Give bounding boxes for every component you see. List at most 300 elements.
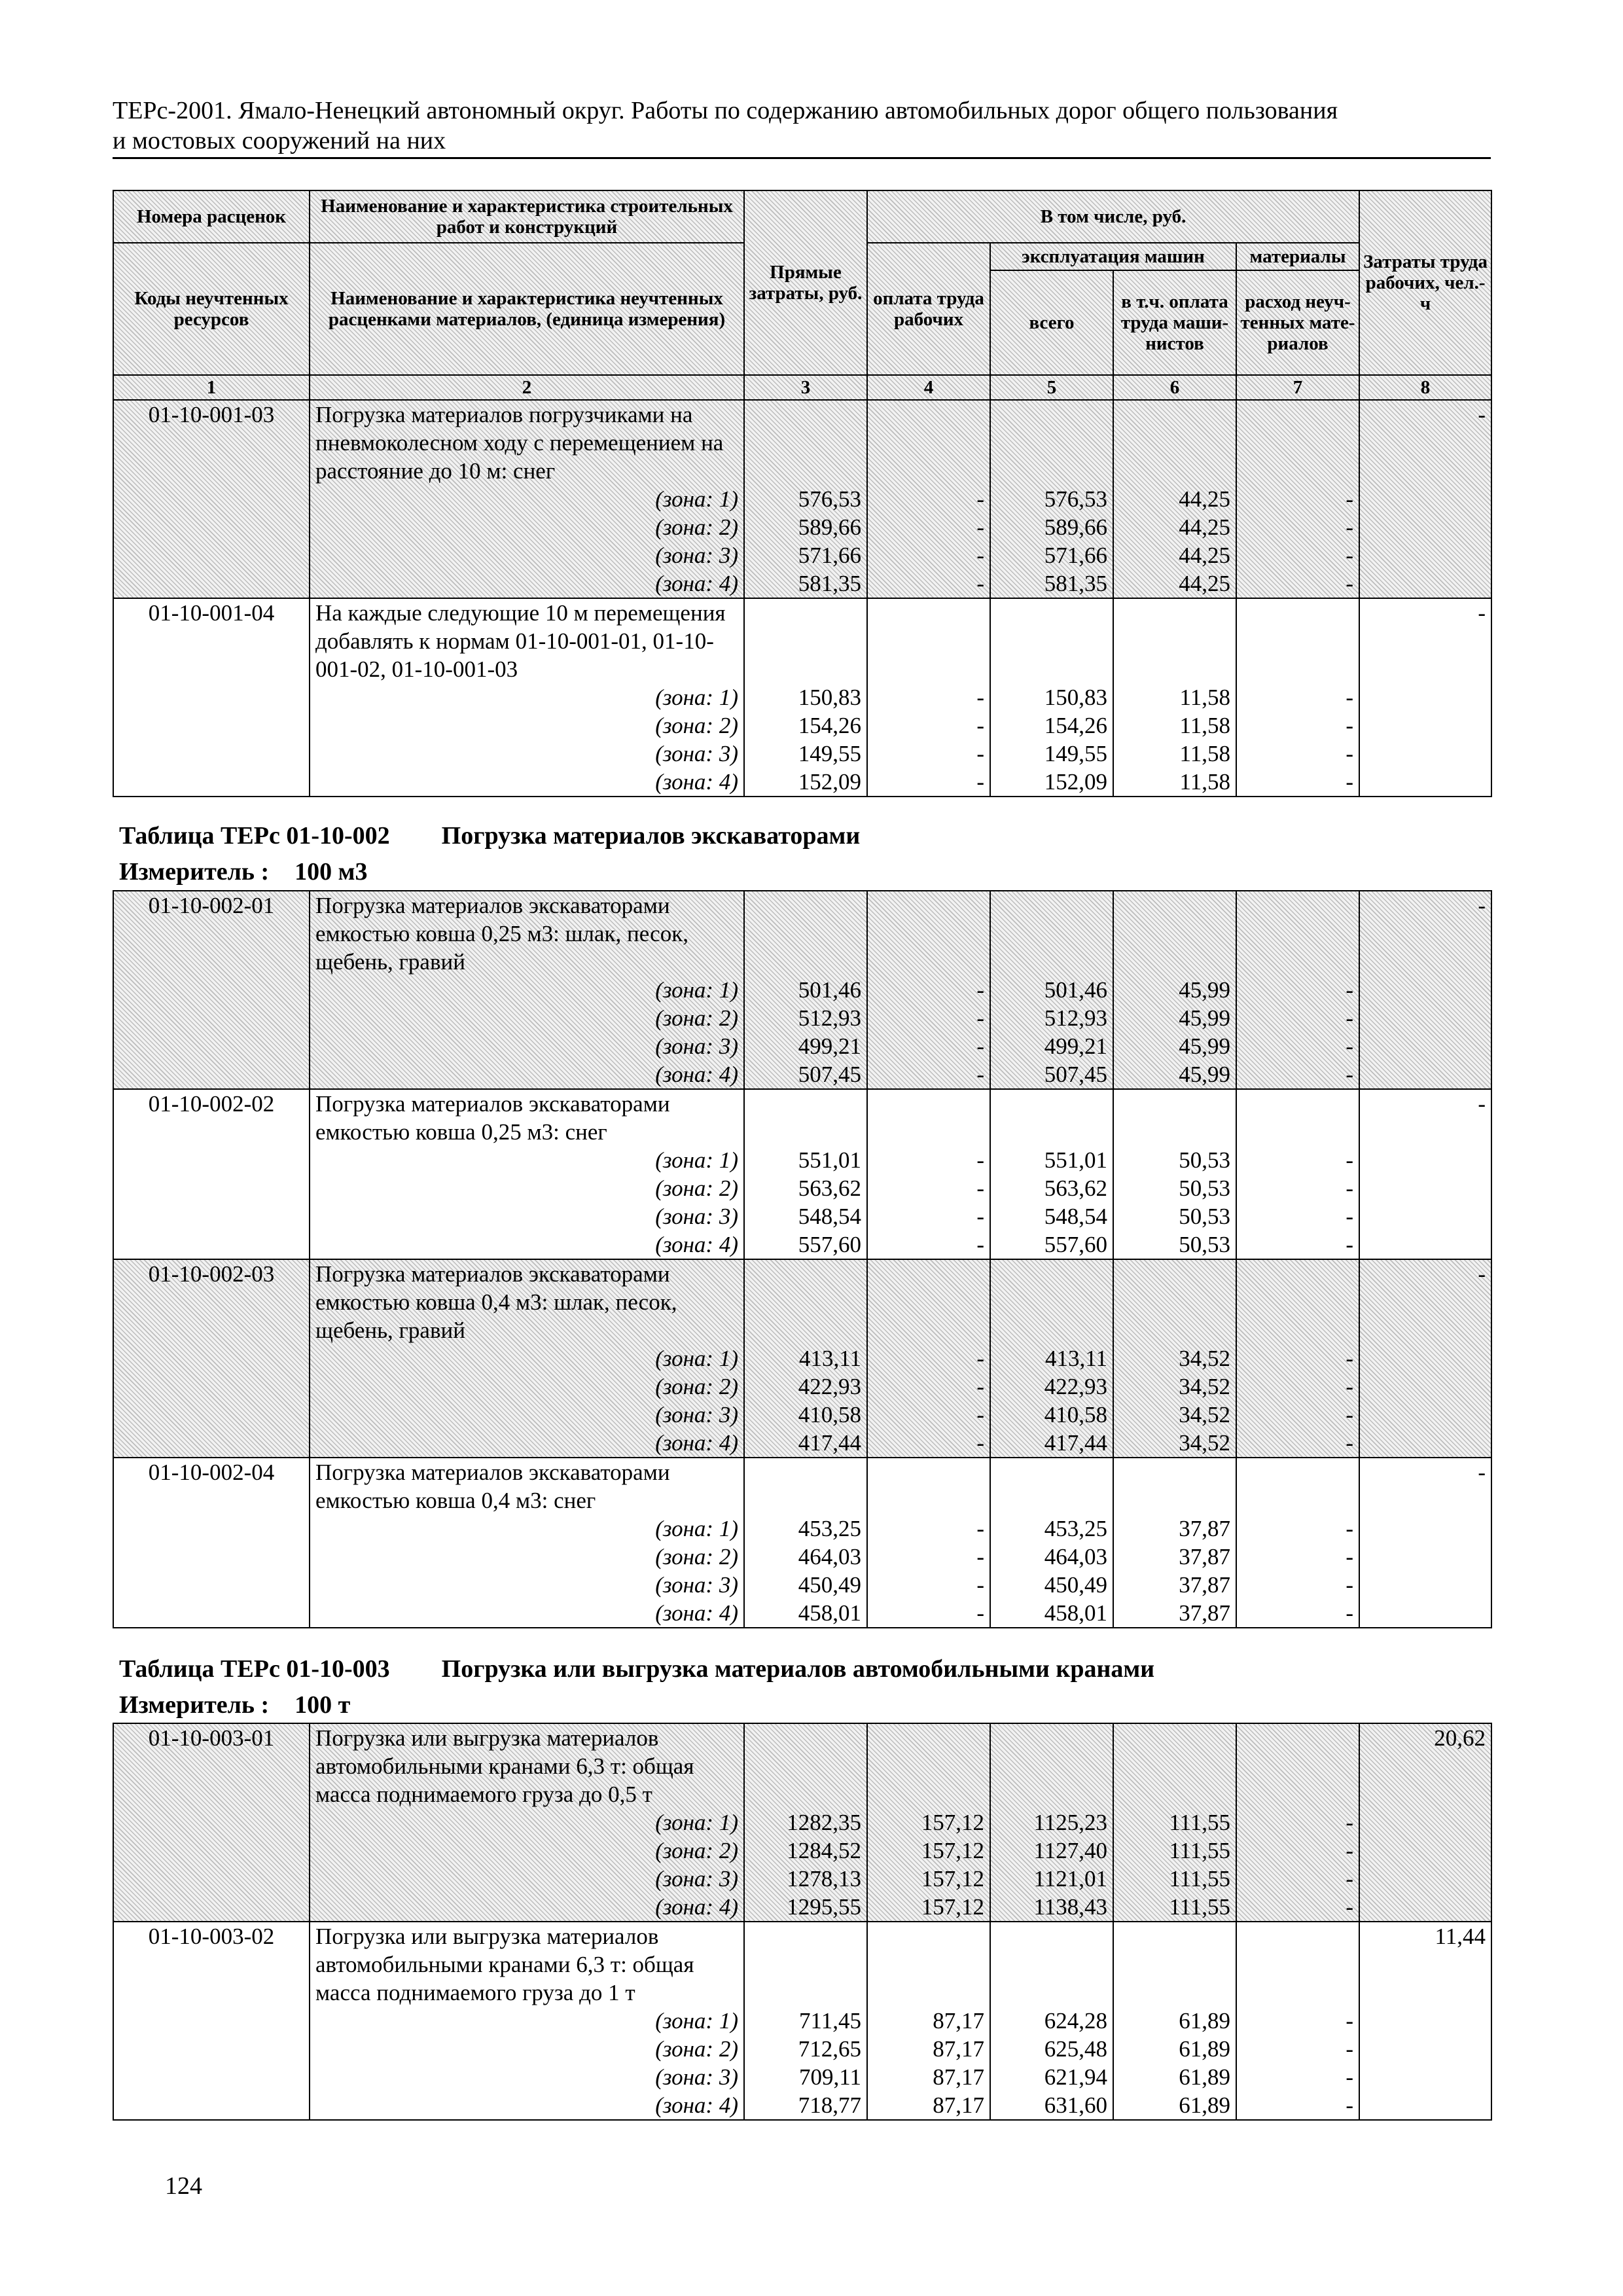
mach-value: 1127,40 (1033, 1838, 1107, 1863)
mat-value: - (1346, 2064, 1353, 2090)
zone-label: (зона: 4) (655, 2092, 738, 2118)
labor-hours-value: - (1359, 1259, 1491, 1458)
machlab-value: 61,89 (1179, 2064, 1230, 2090)
zone-label: (зона: 2) (655, 514, 738, 540)
rate-description-cell (310, 1259, 744, 1458)
rate-description-cell (310, 598, 744, 797)
mach-value: 631,60 (1044, 2092, 1107, 2118)
mach-value: 589,66 (1044, 514, 1107, 540)
zone-label: (зона: 1) (655, 685, 738, 710)
labor-value: 157,12 (921, 1866, 984, 1892)
direct-value: 512,93 (798, 1005, 861, 1031)
mach-value: 507,45 (1044, 1062, 1107, 1087)
mat-value: - (1346, 2092, 1353, 2118)
value-cell-mach (990, 1723, 1113, 1922)
zone-label: (зона: 3) (655, 1033, 738, 1059)
value-cell-direct (744, 1089, 867, 1259)
mat-value: - (1346, 1838, 1353, 1863)
rate-description-cell (310, 1723, 744, 1922)
zone-label: (зона: 3) (655, 741, 738, 766)
machlab-value: 34,52 (1179, 1402, 1230, 1427)
machlab-value: 34,52 (1179, 1374, 1230, 1399)
machlab-value: 44,25 (1179, 486, 1230, 512)
value-cell-labor (867, 400, 990, 598)
machlab-value: 11,58 (1179, 685, 1230, 710)
zone-label: (зона: 2) (655, 1838, 738, 1863)
value-cell-machlab (1113, 891, 1236, 1089)
labor-value: - (976, 1175, 984, 1201)
mat-value: - (1346, 1894, 1353, 1920)
value-cell-machlab (1113, 1922, 1236, 2120)
labor-value: - (976, 486, 984, 512)
direct-value: 501,46 (798, 977, 861, 1003)
labor-hours-value: - (1359, 1458, 1491, 1628)
mach-value: 417,44 (1044, 1430, 1107, 1456)
value-cell-direct (744, 1458, 867, 1628)
mat-value: - (1346, 1033, 1353, 1059)
mach-value: 501,46 (1044, 977, 1107, 1003)
zone-label: (зона: 3) (655, 1866, 738, 1892)
column-number-1: 1 (113, 375, 310, 400)
rate-code: 01-10-002-03 (113, 1259, 310, 1458)
table3-measure-value: 100 т (294, 1691, 351, 1719)
labor-hours-value: - (1359, 891, 1491, 1089)
value-cell-labor (867, 1458, 990, 1628)
table3-title-code: Таблица ТЕРс 01-10-003 (119, 1655, 390, 1683)
direct-value: 413,11 (799, 1346, 861, 1371)
rate-name: Погрузка или выгрузка материалов автомобильными кранами 6,3 т: общая масса поднимаемого груза до 0,5 т (315, 1725, 694, 1807)
value-cell-mach (990, 400, 1113, 598)
mat-value: - (1346, 1810, 1353, 1835)
mach-value: 413,11 (1045, 1346, 1107, 1371)
machlab-value: 11,58 (1179, 741, 1230, 766)
value-cell-labor (867, 1089, 990, 1259)
direct-value: 154,26 (798, 713, 861, 738)
zone-label: (зона: 4) (655, 1062, 738, 1087)
col2-bottom-header: Наименование и характеристика неучтенных расценками материалов, (единица измерения) (310, 243, 744, 375)
machlab-value: 61,89 (1179, 2036, 1230, 2062)
direct-value: 589,66 (798, 514, 861, 540)
table3-measure (119, 1691, 350, 1719)
zone-label: (зона: 4) (655, 1600, 738, 1626)
labor-value: 87,17 (933, 2064, 984, 2090)
value-cell-mach (990, 891, 1113, 1089)
rate-row (113, 1922, 1491, 2120)
zone-label: (зона: 1) (655, 1810, 738, 1835)
col1-bottom-header: Коды неучтенных ресурсов (113, 243, 310, 375)
rate-description-cell (310, 1922, 744, 2120)
mat-value: - (1346, 1402, 1353, 1427)
mat-value: - (1346, 543, 1354, 568)
mach-value: 1125,23 (1033, 1810, 1107, 1835)
column-number-4: 4 (867, 375, 990, 400)
header-line-2: и мостовых сооружений на них (113, 127, 446, 154)
labor-hours-header: Затраты труда рабочих, чел.-ч (1359, 190, 1491, 375)
rate-description-cell (310, 1458, 744, 1628)
machlab-value: 45,99 (1179, 1033, 1230, 1059)
labor-value: - (976, 977, 984, 1003)
page-header (113, 96, 1491, 159)
mat-value: - (1346, 685, 1354, 710)
mat-value: - (1346, 1544, 1353, 1570)
mat-value: - (1346, 1430, 1353, 1456)
labor-value: - (976, 741, 984, 766)
zone-label: (зона: 1) (655, 486, 738, 512)
zone-label: (зона: 4) (655, 1430, 738, 1456)
machlab-value: 45,99 (1179, 977, 1230, 1003)
zone-label: (зона: 3) (655, 1402, 738, 1427)
materials-header: материалы (1236, 243, 1359, 270)
value-cell-mat (1236, 400, 1359, 598)
zone-label: (зона: 1) (655, 1147, 738, 1173)
mat-value: - (1346, 769, 1354, 795)
including-header: В том числе, руб. (867, 190, 1359, 243)
rate-name: Погрузка или выгрузка материалов автомобильными кранами 6,3 т: общая масса поднимаемого груза до 1 т (315, 1924, 694, 2005)
column-number-8: 8 (1359, 375, 1491, 400)
direct-value: 150,83 (798, 685, 861, 710)
labor-value: - (976, 1516, 984, 1541)
table2-measure-value: 100 м3 (294, 858, 368, 886)
rate-row (113, 1259, 1491, 1458)
direct-value: 422,93 (798, 1374, 861, 1399)
value-cell-machlab (1113, 1723, 1236, 1922)
rate-row (113, 400, 1491, 598)
mach-value: 548,54 (1044, 1204, 1107, 1229)
direct-value: 464,03 (798, 1544, 861, 1570)
mat-value: - (1346, 514, 1354, 540)
rates-table-01-10-001 (113, 190, 1492, 797)
machlab-value: 50,53 (1179, 1232, 1230, 1257)
mat-value: - (1346, 1516, 1353, 1541)
table2-measure-label: Измеритель : (119, 858, 270, 886)
direct-value: 499,21 (798, 1033, 861, 1059)
value-cell-machlab (1113, 400, 1236, 598)
mat-value: - (1346, 1572, 1353, 1598)
mach-value: 458,01 (1044, 1600, 1107, 1626)
machlab-value: 61,89 (1179, 2092, 1230, 2118)
mach-value: 551,01 (1044, 1147, 1107, 1173)
operator-pay-header: в т.ч. оплата труда маши-нистов (1113, 270, 1236, 375)
col2-top-header: Наименование и характеристика строительных работ и конструкций (310, 190, 744, 243)
value-cell-labor (867, 1922, 990, 2120)
mat-value: - (1346, 2036, 1353, 2062)
zone-label: (зона: 4) (655, 769, 738, 795)
zone-label: (зона: 2) (655, 2036, 738, 2062)
mach-value: 624,28 (1044, 2008, 1107, 2034)
table3-title (119, 1655, 1154, 1683)
labor-value: 87,17 (933, 2036, 984, 2062)
rate-code: 01-10-003-02 (113, 1922, 310, 2120)
value-cell-mach (990, 1922, 1113, 2120)
value-cell-mat (1236, 1259, 1359, 1458)
machlab-value: 34,52 (1179, 1430, 1230, 1456)
direct-value: 571,66 (798, 543, 861, 568)
direct-value: 149,55 (798, 741, 861, 766)
mat-value: - (1346, 1062, 1353, 1087)
zone-label: (зона: 3) (655, 2064, 738, 2090)
rate-code: 01-10-001-04 (113, 598, 310, 797)
direct-value: 1278,13 (787, 1866, 861, 1892)
labor-value: 157,12 (921, 1810, 984, 1835)
labor-value: 157,12 (921, 1894, 984, 1920)
direct-value: 1295,55 (787, 1894, 861, 1920)
labor-value: - (976, 713, 984, 738)
table2-title-code: Таблица ТЕРс 01-10-002 (119, 822, 390, 850)
zone-label: (зона: 4) (655, 1232, 738, 1257)
zone-label: (зона: 4) (655, 571, 738, 596)
mach-value: 450,49 (1044, 1572, 1107, 1598)
machlab-value: 44,25 (1179, 571, 1230, 596)
mach-value: 621,94 (1044, 2064, 1107, 2090)
direct-value: 1282,35 (787, 1810, 861, 1835)
value-cell-labor (867, 891, 990, 1089)
mat-value: - (1346, 1175, 1353, 1201)
rates-table-01-10-002 (113, 890, 1492, 1628)
direct-value: 711,45 (799, 2008, 861, 2034)
mach-value: 152,09 (1044, 769, 1107, 795)
mat-value: - (1346, 1374, 1353, 1399)
value-cell-direct (744, 1259, 867, 1458)
value-cell-mat (1236, 891, 1359, 1089)
machlab-value: 50,53 (1179, 1204, 1230, 1229)
table3-title-text: Погрузка или выгрузка материалов автомобильными кранами (441, 1655, 1155, 1683)
zone-label: (зона: 3) (655, 543, 738, 568)
value-cell-labor (867, 1259, 990, 1458)
labor-value: - (976, 1402, 984, 1427)
direct-cost-header: Прямые затраты, руб. (744, 190, 867, 375)
mach-value: 150,83 (1044, 685, 1107, 710)
table2-title (119, 821, 860, 850)
machlab-value: 34,52 (1179, 1346, 1230, 1371)
direct-value: 152,09 (798, 769, 861, 795)
zone-label: (зона: 1) (655, 977, 738, 1003)
column-number-7: 7 (1236, 375, 1359, 400)
labor-value: - (976, 514, 984, 540)
rate-name: Погрузка материалов экскаваторами емкостью ковша 0,25 м3: шлак, песок, щебень, гравий (315, 893, 688, 975)
rate-description-cell (310, 400, 744, 598)
zone-label: (зона: 2) (655, 1374, 738, 1399)
machlab-value: 37,87 (1179, 1516, 1230, 1541)
value-cell-mat (1236, 598, 1359, 797)
direct-value: 557,60 (798, 1232, 861, 1257)
value-cell-mach (990, 1259, 1113, 1458)
rate-name: Погрузка материалов погрузчиками на пневмоколесном ходу с перемещением на расстояние до 10 м: снег (315, 402, 724, 484)
mach-value: 410,58 (1044, 1402, 1107, 1427)
labor-value: - (976, 543, 984, 568)
mat-value: - (1346, 2008, 1353, 2034)
direct-value: 450,49 (798, 1572, 861, 1598)
col1-top-header: Номера расценок (113, 190, 310, 243)
direct-value: 718,77 (798, 2092, 861, 2118)
zone-label: (зона: 2) (655, 1175, 738, 1201)
direct-value: 551,01 (798, 1147, 861, 1173)
column-number-5: 5 (990, 375, 1113, 400)
value-cell-mach (990, 1458, 1113, 1628)
labor-value: - (976, 571, 984, 596)
labor-value: - (976, 1033, 984, 1059)
mat-value: - (1346, 1005, 1353, 1031)
mach-value: 563,62 (1044, 1175, 1107, 1201)
zone-label: (зона: 4) (655, 1894, 738, 1920)
header-line-1: ТЕРс-2001. Ямало-Ненецкий автономный округ. Работы по содержанию автомобильных дорог общего пользования (113, 97, 1338, 124)
worker-pay-header: оплата труда рабочих (867, 243, 990, 375)
labor-value: - (976, 1005, 984, 1031)
rate-code: 01-10-002-02 (113, 1089, 310, 1259)
rate-code: 01-10-002-04 (113, 1458, 310, 1628)
labor-value: 87,17 (933, 2092, 984, 2118)
value-cell-direct (744, 1723, 867, 1922)
machlab-value: 44,25 (1179, 514, 1230, 540)
zone-label: (зона: 3) (655, 1204, 738, 1229)
zone-label: (зона: 1) (655, 1516, 738, 1541)
direct-value: 712,65 (798, 2036, 861, 2062)
rate-code: 01-10-003-01 (113, 1723, 310, 1922)
mat-value: - (1346, 486, 1354, 512)
machlab-value: 37,87 (1179, 1544, 1230, 1570)
labor-value: - (976, 1600, 984, 1626)
rate-row (113, 598, 1491, 797)
value-cell-mat (1236, 1089, 1359, 1259)
rate-description-cell (310, 891, 744, 1089)
mach-value: 1121,01 (1033, 1866, 1107, 1892)
value-cell-labor (867, 598, 990, 797)
rate-description-cell (310, 1089, 744, 1259)
labor-hours-value: 20,62 (1359, 1723, 1491, 1922)
mat-value: - (1346, 977, 1353, 1003)
direct-value: 453,25 (798, 1516, 861, 1541)
mach-value: 625,48 (1044, 2036, 1107, 2062)
labor-value: - (976, 769, 984, 795)
rate-name: Погрузка материалов экскаваторами емкостью ковша 0,25 м3: снег (315, 1091, 670, 1145)
value-cell-direct (744, 598, 867, 797)
value-cell-mat (1236, 1458, 1359, 1628)
page-number: 124 (165, 2172, 202, 2200)
labor-value: 87,17 (933, 2008, 984, 2034)
labor-value: - (976, 1232, 984, 1257)
labor-value: - (976, 1430, 984, 1456)
value-cell-labor (867, 1723, 990, 1922)
table2-title-text: Погрузка материалов экскаваторами (441, 822, 861, 850)
unaccounted-materials-header: расход неуч-тенных мате-риалов (1236, 270, 1359, 375)
rates-table-01-10-003 (113, 1723, 1492, 2121)
mach-value: 581,35 (1044, 571, 1107, 596)
zone-label: (зона: 2) (655, 1544, 738, 1570)
mach-value: 1138,43 (1033, 1894, 1107, 1920)
zone-label: (зона: 1) (655, 2008, 738, 2034)
rate-name: Погрузка материалов экскаваторами емкостью ковша 0,4 м3: снег (315, 1460, 670, 1513)
value-cell-direct (744, 400, 867, 598)
mat-value: - (1346, 1600, 1353, 1626)
value-cell-machlab (1113, 1458, 1236, 1628)
machlab-value: 11,58 (1179, 713, 1230, 738)
labor-value: - (976, 1062, 984, 1087)
machlab-value: 44,25 (1179, 543, 1230, 568)
direct-value: 576,53 (798, 486, 861, 512)
direct-value: 709,11 (799, 2064, 861, 2090)
mat-value: - (1346, 1346, 1353, 1371)
machlab-value: 111,55 (1169, 1838, 1230, 1863)
column-number-3: 3 (744, 375, 867, 400)
labor-value: - (976, 1544, 984, 1570)
value-cell-machlab (1113, 1259, 1236, 1458)
zone-label: (зона: 1) (655, 1346, 738, 1371)
machlab-value: 50,53 (1179, 1175, 1230, 1201)
labor-value: 157,12 (921, 1838, 984, 1863)
labor-value: - (976, 1204, 984, 1229)
labor-value: - (976, 1374, 984, 1399)
labor-hours-value: - (1359, 400, 1491, 598)
mat-value: - (1346, 571, 1354, 596)
machines-total-header: всего (990, 270, 1113, 375)
column-number-2: 2 (310, 375, 744, 400)
rate-code: 01-10-001-03 (113, 400, 310, 598)
labor-value: - (976, 685, 984, 710)
machlab-value: 37,87 (1179, 1600, 1230, 1626)
direct-value: 548,54 (798, 1204, 861, 1229)
mat-value: - (1346, 1204, 1353, 1229)
zone-label: (зона: 3) (655, 1572, 738, 1598)
rate-row (113, 1723, 1491, 1922)
labor-value: - (976, 1572, 984, 1598)
rate-name: Погрузка материалов экскаваторами емкостью ковша 0,4 м3: шлак, песок, щебень, гравий (315, 1261, 677, 1343)
direct-value: 410,58 (798, 1402, 861, 1427)
machlab-value: 111,55 (1169, 1866, 1230, 1892)
machlab-value: 111,55 (1169, 1810, 1230, 1835)
mach-value: 422,93 (1044, 1374, 1107, 1399)
machlab-value: 61,89 (1179, 2008, 1230, 2034)
mach-value: 149,55 (1044, 741, 1107, 766)
rate-row (113, 1458, 1491, 1628)
mat-value: - (1346, 1232, 1353, 1257)
direct-value: 1284,52 (787, 1838, 861, 1863)
rate-row (113, 1089, 1491, 1259)
mat-value: - (1346, 713, 1354, 738)
machlab-value: 50,53 (1179, 1147, 1230, 1173)
value-cell-direct (744, 891, 867, 1089)
machlab-value: 45,99 (1179, 1005, 1230, 1031)
rate-code: 01-10-002-01 (113, 891, 310, 1089)
machlab-value: 111,55 (1169, 1894, 1230, 1920)
mach-value: 557,60 (1044, 1232, 1107, 1257)
mach-value: 499,21 (1044, 1033, 1107, 1059)
mach-value: 512,93 (1044, 1005, 1107, 1031)
machlab-value: 45,99 (1179, 1062, 1230, 1087)
zone-label: (зона: 2) (655, 713, 738, 738)
rate-name: На каждые следующие 10 м перемещения добавлять к нормам 01-10-001-01, 01-10-001-02, 01-10-001-03 (315, 600, 726, 682)
value-cell-mat (1236, 1723, 1359, 1922)
value-cell-direct (744, 1922, 867, 2120)
mat-value: - (1346, 1147, 1353, 1173)
direct-value: 458,01 (798, 1600, 861, 1626)
table2-measure (119, 857, 368, 886)
value-cell-mach (990, 598, 1113, 797)
mach-value: 154,26 (1044, 713, 1107, 738)
mat-value: - (1346, 741, 1354, 766)
value-cell-machlab (1113, 1089, 1236, 1259)
mat-value: - (1346, 1866, 1353, 1892)
column-number-6: 6 (1113, 375, 1236, 400)
labor-hours-value: 11,44 (1359, 1922, 1491, 2120)
machlab-value: 11,58 (1179, 769, 1230, 795)
labor-value: - (976, 1346, 984, 1371)
machlab-value: 37,87 (1179, 1572, 1230, 1598)
value-cell-machlab (1113, 598, 1236, 797)
value-cell-mat (1236, 1922, 1359, 2120)
labor-hours-value: - (1359, 598, 1491, 797)
direct-value: 417,44 (798, 1430, 861, 1456)
labor-hours-value: - (1359, 1089, 1491, 1259)
labor-value: - (976, 1147, 984, 1173)
